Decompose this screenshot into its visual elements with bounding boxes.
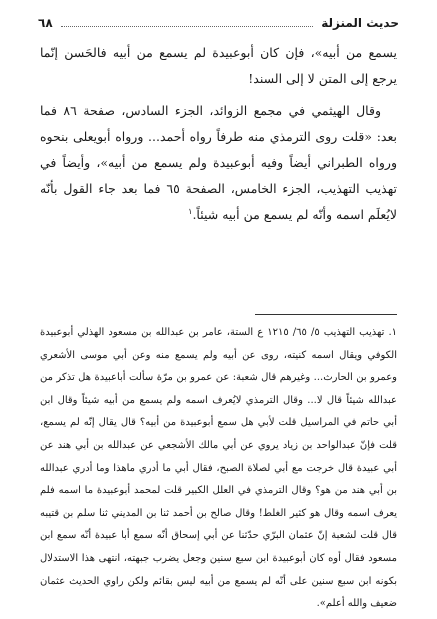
footnote-1: ١. تهذيب التهذيب ٥/ ٦٥/ ١٢١٥ ع الستة، عامر بن عبدالله بن مسعود الهذلي أبوعبيدة الكوفي ويقال اسمه كنيته، روى عن أبيه ولم يسمع منه وعن أبي موسى الأشعري وعمرو بن الحارث... وغيرهم قال شعبة: عن عمرو بن مرّة سألت أباعبيدة هل تذكر من عبدالله شيئاً قال لا... وقال الترمذي لايُعرف اسمه ولم يسمع من أبيه شيئاً وقال ابن أبي حاتم في المراسيل قلت لأبي هل سمع أبوعبيدة من أبيه؟ قال يقال إنّه لم يسمع، قلت فإنّ عبدالواحد بن زياد يروي عن أبي مالك الأشجعي عن عبدالله بن أبي هند عن أبي عبيدة قال خرجت مع أبي لصلاة الصبح، فقال أبي ما أدري ماهذا وما أدري عبدالله بن أبي هند من هو؟ وقال الترمذي في العلل الكبير قلت لمحمد أبوعبيدة ما اسمه فلم يعرف اسمه وقال هو كثير الغلط! وقال صالح بن أحمد ثنا بن المديني ثنا سلم بن قتيبه قال قلت لشعبة إنّ عثمان البرّي حدّثنا عن أبي إسحاق أنّه سمع أبا عبيدة أنّه سمع ابن مسعود فقال أوه كان أبوعبيدة ابن سبع سنين وجعل يضرب جبهته، انتهى هذا الاستدلال بكونه ابن سبع سنين على أنّه لم يسمع من أبيه ليس بقائم ولكن راوي الحديث عثمان ضعيف والله أعلم». xyxy=(40,327,398,610)
footnote-reference: ١ xyxy=(188,206,193,216)
paragraph-2-text: وقال الهيثمي في مجمع الزوائد، الجزء السادس، صفحة ٨٦ فما بعد: «قلت روى الترمذي منه طرفاً رواه أحمد... ورواه أبويعلى بنحوه ورواه الطبراني أيضاً وفيه أبوعبيدة ولم يسمع من أبيه»، وأيضاً في تهذيب التهذيب، الجزء الخامس، الصفحة ٦٥ فما بعد جاء القول بأنّه لايُعلَم اسمه وأنّه لم يسمع من أبيه شيئاً. xyxy=(40,103,397,222)
footnotes xyxy=(40,322,397,616)
page-header xyxy=(38,10,399,30)
paragraph-2 xyxy=(40,98,397,228)
header-dotted-leader xyxy=(61,25,314,27)
paragraph-1: يسمع من أبيه»، فإن كان أبوعبيدة لم يسمع من أبيه فالحَسن إنّما يرجع إلى المتن لا إلى السند! xyxy=(40,45,397,86)
footnote-separator xyxy=(255,314,397,315)
page-number: ٦٨ xyxy=(38,16,53,30)
running-title: حديث المنزلة xyxy=(321,16,399,30)
main-text xyxy=(40,40,397,234)
